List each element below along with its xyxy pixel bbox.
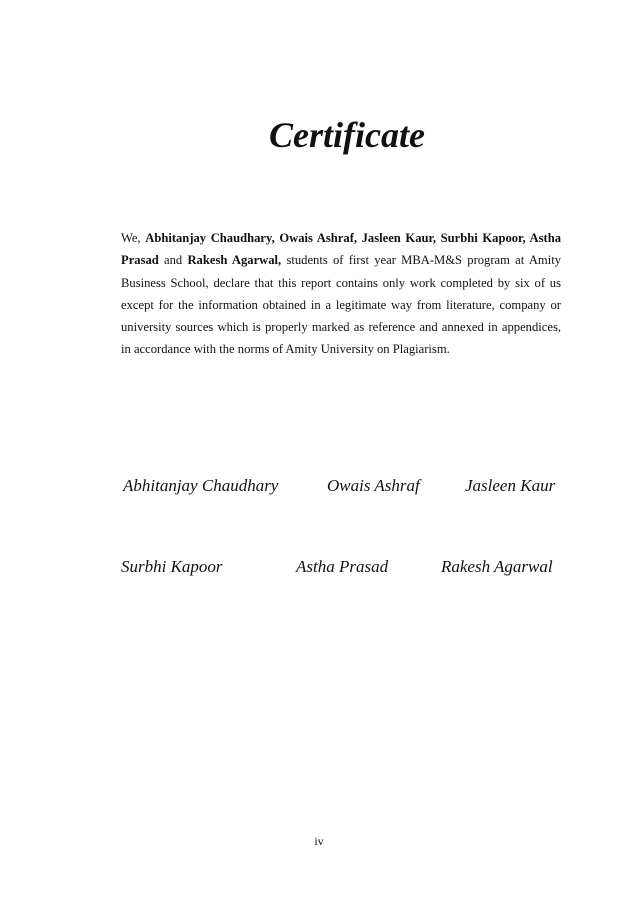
signature-abhitanjay-chaudhary: Abhitanjay Chaudhary: [123, 476, 279, 495]
signature-rakesh-agarwal: Rakesh Agarwal: [441, 557, 553, 576]
statement-names-group2: Rakesh Agarwal,: [187, 253, 282, 268]
certificate-statement: [121, 227, 561, 361]
statement-names-group1: Abhitanjay Chaudhary, Owais Ashraf, Jasleen Kaur, Surbhi Kapoor, Astha Prasad: [121, 231, 562, 268]
signature-jasleen-kaur: Jasleen Kaur: [465, 476, 556, 495]
statement-rest: students of first year MBA-M&S program at Amity Business School, declare that this report contains only work completed by six of us except for the information obtained in a legitimate way from literature, company or university sources which is properly marked as reference and annexed in appendices, in accordance with the norms of Amity University on Plagiarism.: [121, 253, 561, 357]
page-number: iv: [314, 834, 324, 848]
statement-and: and: [158, 253, 188, 268]
statement-intro: We,: [121, 231, 146, 245]
signature-surbhi-kapoor: Surbhi Kapoor: [121, 557, 223, 576]
page-title: Certificate: [269, 115, 425, 155]
signature-owais-ashraf: Owais Ashraf: [327, 476, 420, 495]
signature-astha-prasad: Astha Prasad: [296, 557, 389, 576]
